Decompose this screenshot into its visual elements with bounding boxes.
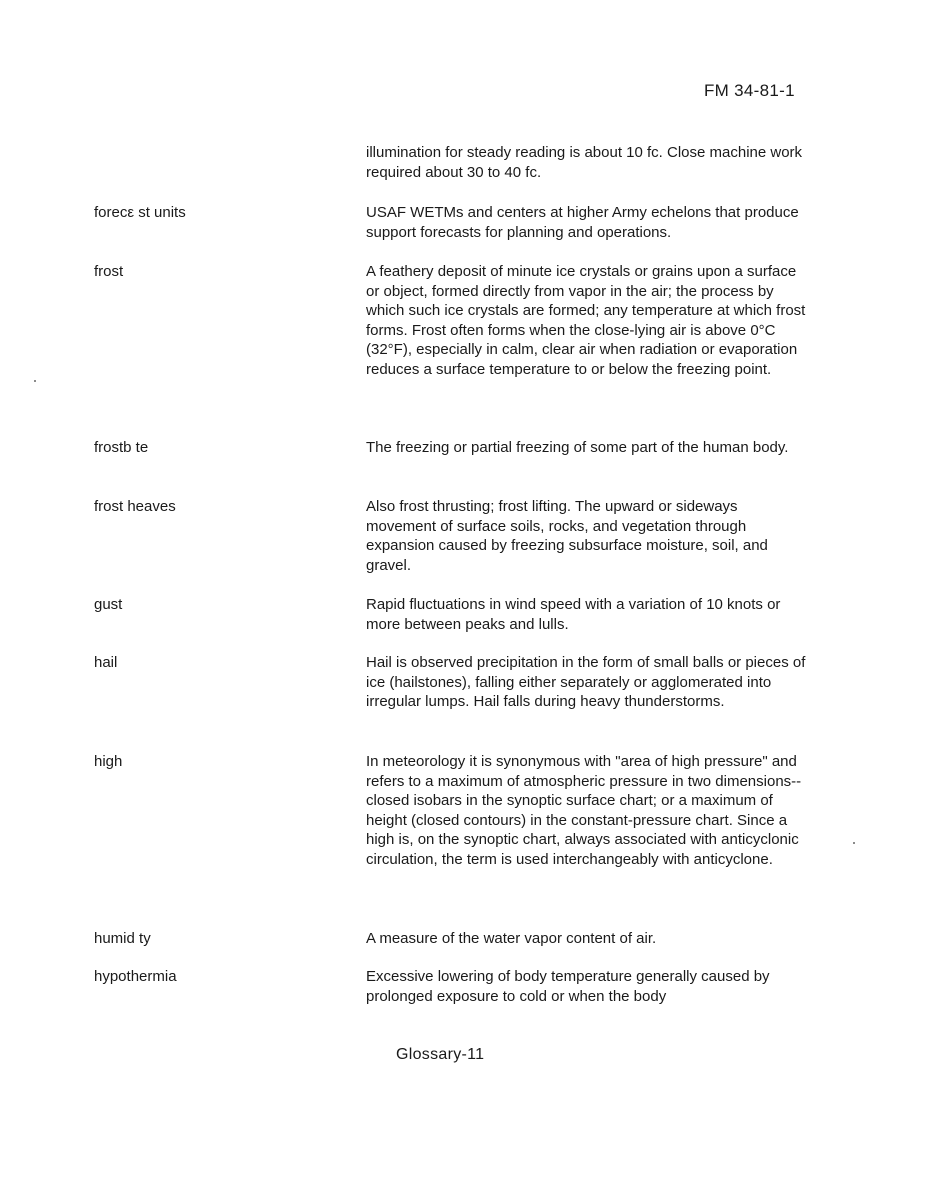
glossary-definition: A measure of the water vapor content of air. (366, 930, 657, 947)
glossary-definition: Rapid fluctuations in wind speed with a variation of 10 knots or more between peaks and lulls. (366, 596, 781, 633)
glossary-definition: The freezing or partial freezing of some part of the human body. (366, 439, 789, 456)
glossary-definition: USAF WETMs and centers at higher Army echelons that produce support forecasts for planning and operations. (366, 204, 799, 241)
glossary-definition: Also frost thrusting; frost lifting. The upward or sideways movement of surface soils, rocks, and vegetation through expansion caused by freezing subsurface moisture, soil, and gravel. (366, 498, 768, 574)
glossary-definition: A feathery deposit of minute ice crystals or grains upon a surface or object, formed directly from vapor in the air; the process by which such ice crystals are formed; any temperature at which frost forms. Frost often forms when the close-lying air is above 0°C (32°F), especially in calm, clear air when radiation or evaporation reduces a surface temperature to or below the freezing point. (366, 263, 806, 378)
glossary-term: forecε st units (94, 204, 186, 221)
glossary-definition: Hail is observed precipitation in the form of small balls or pieces of ice (hailstones), falling either separately or agglomerated into irregular lumps. Hail falls during heavy thunderstorms. (366, 654, 806, 711)
glossary-term: high (94, 753, 123, 770)
scan-speck (853, 842, 855, 844)
document-header-id: FM 34-81-1 (704, 81, 795, 100)
glossary-term: frost heaves (94, 498, 176, 515)
glossary-definition: In meteorology it is synonymous with "area of high pressure" and refers to a maximum of atmospheric pressure in two dimensions--closed isobars in the synoptic surface chart; or a maximum of height (closed contours) in the constant-pressure chart. Since a high is, on the synoptic chart, always associated with anticyclonic circulation, the term is used interchangeably with anticyclone. (366, 753, 802, 868)
glossary-term: gust (94, 596, 123, 613)
glossary-definition: Excessive lowering of body temperature generally caused by prolonged exposure to cold or when the body (366, 968, 770, 1005)
scan-speck (34, 380, 36, 382)
glossary-term: frostb te (94, 439, 149, 456)
page-number: Glossary-11 (396, 1046, 485, 1063)
glossary-term: hypothermia (94, 968, 177, 985)
glossary-term: hail (94, 654, 118, 671)
glossary-term: frost (94, 263, 124, 280)
continuation-definition: illumination for steady reading is about 10 fc. Close machine work required about 30 to 40 fc. (366, 144, 803, 181)
glossary-term: humid ty (94, 930, 151, 947)
